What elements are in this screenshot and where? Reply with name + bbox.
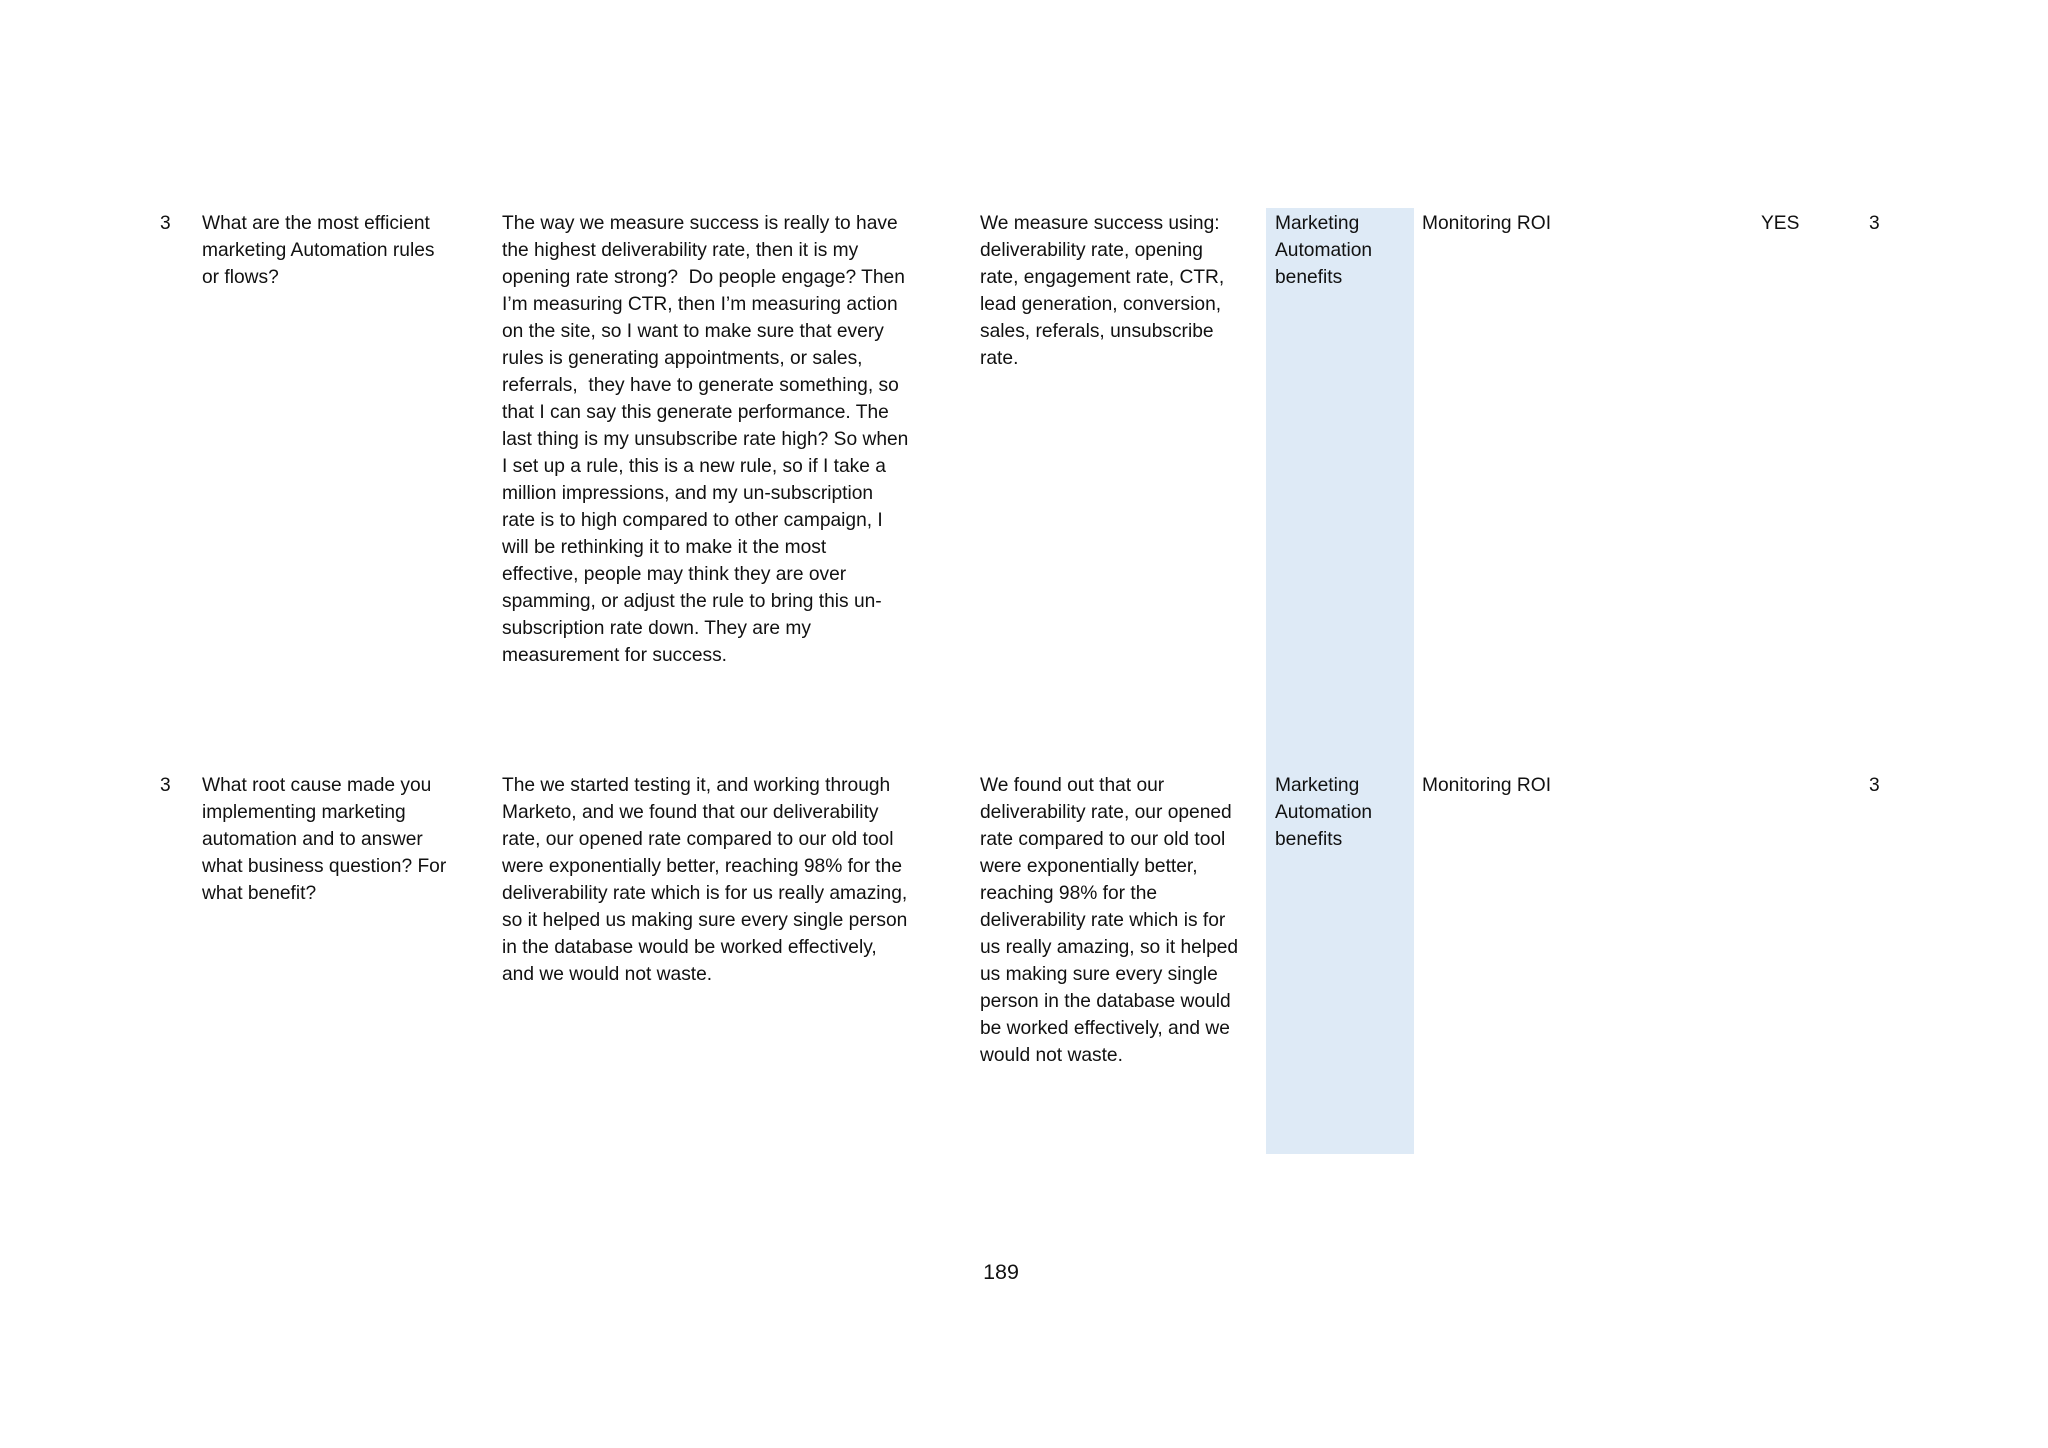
count-value: 3 [1869, 213, 1880, 234]
code-label: Monitoring ROI [1422, 775, 1552, 796]
count-value: 3 [1869, 775, 1880, 796]
page-number: 189 [983, 1260, 1019, 1284]
theme-label: Marketing Automation benefits [1275, 775, 1373, 850]
interview-answer: The way we measure success is really to have the highest deliverability rate, then it is my opening rate strong? Do people engage? Then I’m measuring CTR, then I’m measuring action on the site, so I want to make sure that every rules is generating appointments, or sales, referrals, they have to generate something, so that I can say this generate performance. The last thing is my unsubscribe rate high? So when I set up a rule, this is a new rule, so if I take a million impressions, and my un-subscription rate is to high compared to other campaign, I will be rethinking it to make it the most effective, people may think they are over spamming, or adjust the rule to bring this un- subscription rate down. They are my measurement for success. [502, 213, 909, 666]
row-number: 3 [160, 213, 171, 234]
code-label: Monitoring ROI [1422, 213, 1552, 234]
interview-answer: The we started testing it, and working through Marketo, and we found that our deliverability rate, our opened rate compared to our old tool were exponentially better, reaching 98% for the deliverability rate which is for us really amazing, so it helped us making sure every single person in the database would be worked effectively, and we would not waste. [502, 775, 908, 985]
answer-summary: We measure success using: deliverability rate, opening rate, engagement rate, CTR, lead generation, conversion, sales, referals, unsubscribe rate. [980, 213, 1225, 369]
answer-summary: We found out that our deliverability rate, our opened rate compared to our old tool were exponentially better, reaching 98% for the deliverability rate which is for us really amazing, so it helped us making sure every single person in the database would be worked effectively, and we would not waste. [980, 775, 1239, 1066]
theme-column-highlight [1266, 208, 1414, 1154]
interview-question: What are the most efficient marketing Automation rules or flows? [202, 213, 435, 288]
row-number: 3 [160, 775, 171, 796]
interview-question: What root cause made you implementing marketing automation and to answer what business question? For what benefit? [202, 775, 447, 904]
theme-label: Marketing Automation benefits [1275, 213, 1373, 288]
flag-value: YES [1761, 213, 1800, 234]
